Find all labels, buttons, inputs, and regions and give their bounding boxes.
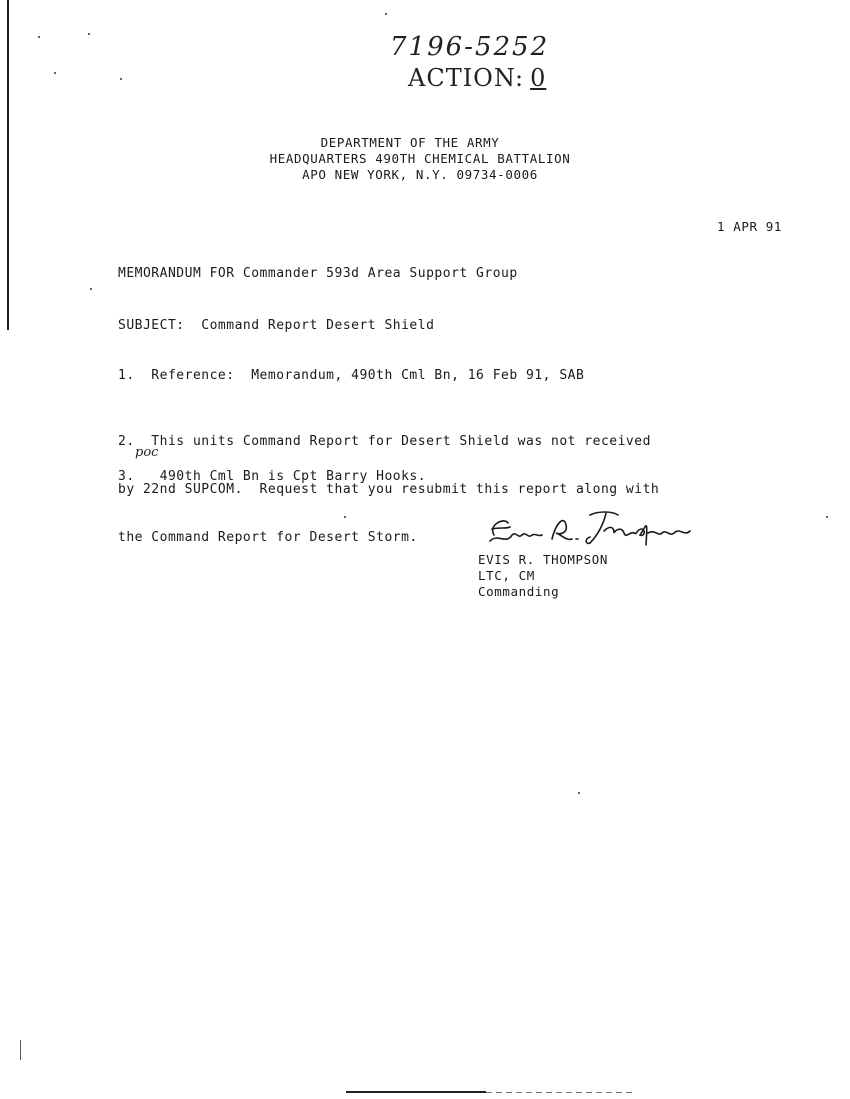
scan-speck [120,78,122,80]
scan-speck [385,13,387,15]
handwritten-action-line [408,64,546,92]
action-label: ACTION: [408,64,525,92]
paragraph-3: 3. 490th Cml Bn is Cpt Barry Hooks. [118,469,427,484]
action-value: 0 [530,64,547,92]
memo-subject: SUBJECT: Command Report Desert Shield [118,318,435,333]
handwritten-signature-icon [486,505,696,553]
handwritten-file-number: 7196-5252 [390,32,550,62]
scan-speck [38,36,40,38]
paragraph-1: 1. Reference: Memorandum, 490th Cml Bn, 16 Feb 91, SAB [118,368,585,383]
scan-speck [90,288,92,290]
bottom-scan-rule [346,1091,486,1093]
bottom-scan-rule-faint [486,1092,636,1093]
scan-edge-mark [20,1040,21,1060]
letterhead-address: APO NEW YORK, N.Y. 09734-0006 [302,167,538,182]
memo-date: 1 APR 91 [716,219,782,234]
paragraph-2-line: by 22nd SUPCOM. Request that you resubmit this report along with [118,482,660,497]
paragraph-2 [118,402,798,578]
signature-block [478,552,608,600]
scan-speck [88,33,90,35]
letterhead-headquarters: HEADQUARTERS 490TH CHEMICAL BATTALION [269,151,571,166]
memo-for-line: MEMORANDUM FOR Commander 593d Area Support Group [118,266,518,281]
letterhead [0,135,850,183]
letterhead-department: DEPARTMENT OF THE ARMY [320,135,500,150]
handwritten-insert-note: poc [135,445,159,460]
signer-rank: LTC, CM [478,568,535,583]
signer-name: EVIS R. THOMPSON [478,552,609,567]
scan-speck [54,72,56,74]
paragraph-2-line: the Command Report for Desert Storm. [118,530,418,545]
signer-title: Commanding [478,584,560,599]
scan-speck [578,792,580,794]
scan-speck [826,516,828,518]
paragraph-2-line: 2. This units Command Report for Desert Shield was not received [118,434,651,449]
